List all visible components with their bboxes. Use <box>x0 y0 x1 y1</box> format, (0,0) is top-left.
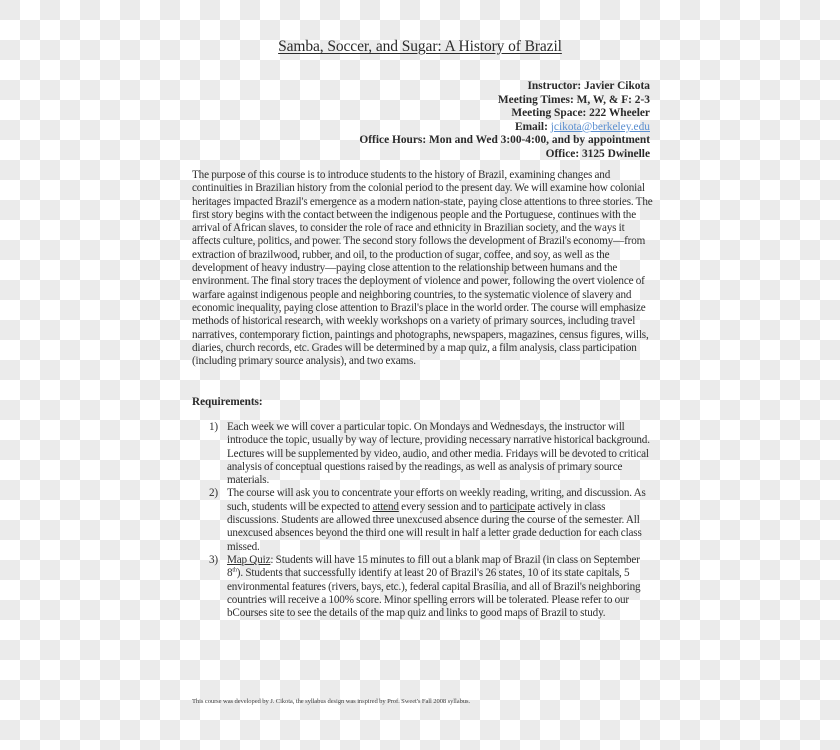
requirement-text <box>227 554 640 619</box>
meeting-times-line: Meeting Times: M, W, & F: 2-3 <box>497 93 650 106</box>
email-link[interactable]: jcikota@berkeley.edu <box>550 120 650 133</box>
requirement-item <box>192 421 654 487</box>
email-line <box>359 121 650 135</box>
requirement-text: Each week we will cover a particular topic. On Mondays and Wednesdays, the instructor will introduce the topic, usually by way of lecture, providing necessary narrative historical background. Lectures will be supplemented by video, audio, and other media. Fridays will be devoted to critical analysis of conceptual questions raised by the readings, as well as analysis of primary source materials. <box>227 421 650 487</box>
text-segment: actively in class discussions. Students are allowed three unexcused absence during the course of the semester. All unexcused absences beyond the third one will result in half a letter grade deduction for each class missed. <box>227 500 642 553</box>
course-info-block <box>359 80 650 162</box>
ordinal-suffix: th <box>232 567 237 574</box>
office-line: Office: 3125 Dwinelle <box>545 147 650 160</box>
text-segment: : Students will have 15 minutes to fill out a blank map of Brazil (in class on September 8 <box>227 553 640 580</box>
requirement-text <box>227 487 646 552</box>
text-segment: every session and to <box>398 500 490 513</box>
meeting-space-line: Meeting Space: 222 Wheeler <box>511 107 650 120</box>
requirement-item <box>192 487 654 553</box>
office-hours-line: Office Hours: Mon and Wed 3:00-4:00, and by appointment <box>359 134 650 147</box>
instructor-line: Instructor: Javier Cikota <box>527 80 650 92</box>
requirements-list <box>192 421 654 620</box>
requirements-heading: Requirements: <box>192 396 263 408</box>
list-number: 1) <box>209 421 218 433</box>
text-segment: The course will ask you to concentrate your efforts on weekly reading, writing, and discussion. As such, students will be expected to <box>227 487 646 513</box>
map-quiz-label: Map Quiz <box>227 553 271 566</box>
email-label: Email: <box>514 120 551 133</box>
attend-emphasis: attend <box>372 500 399 513</box>
course-title: Samba, Soccer, and Sugar: A History of Brazil <box>278 38 562 55</box>
requirement-item <box>192 554 654 620</box>
text-segment: ). Students that successfully identify at least 20 of Brazil's 26 states, 10 of its state capitals, 5 environmental features (rivers, bays, etc.), federal capital Brasília, and all of Brazil's neighboring countries will receive a 100% score. Minor spelling errors will be tolerated. Please refer to our bCourses site to see the details of the map quiz and links to good maps of Brazil to study. <box>227 567 641 620</box>
list-number: 2) <box>209 487 218 500</box>
course-description: The purpose of this course is to introduce students to the history of Brazil, examining changes and continuities in Brazilian history from the colonial period to the present day. We will examine how colonial heritages impacted Brazil's emergence as a modern nation-state, paying close attentions to three stories. The first story begins with the contact between the indigenous people and the Portuguese, continues with the arrival of African slaves, to consider the role of race and ethnicity in Brazilian society, and the ways it affects culture, politics, and power. The second story follows the development of Brazil's economy—from extraction of brazilwood, rubber, and oil, to the production of sugar, coffee, and soy, as well as the development of heavy industry—paying close attention to the relationship between humans and the environment. The final story traces the deployment of violence and power, following the overt violence of warfare against indigenous people and neighboring countries, to the systematic violence of slavery and economic inequality, paying close attention to Brazil's place in the world order. The course will emphasize methods of historical research, with weekly workshops on a variety of primary sources, including travel narratives, contemporary fiction, paintings and photographs, newspapers, magazines, census figures, wills, diaries, church records, etc. Grades will be determined by a map quiz, a film analysis, class participation (including primary source analysis), and two exams. <box>192 169 653 368</box>
list-number: 3) <box>209 553 218 566</box>
participate-emphasis: participate <box>489 500 535 513</box>
footer-note: This course was developed by J. Cikota, the syllabus design was inspired by Prof. Sweet's Fall 2008 syllabus. <box>192 698 470 705</box>
